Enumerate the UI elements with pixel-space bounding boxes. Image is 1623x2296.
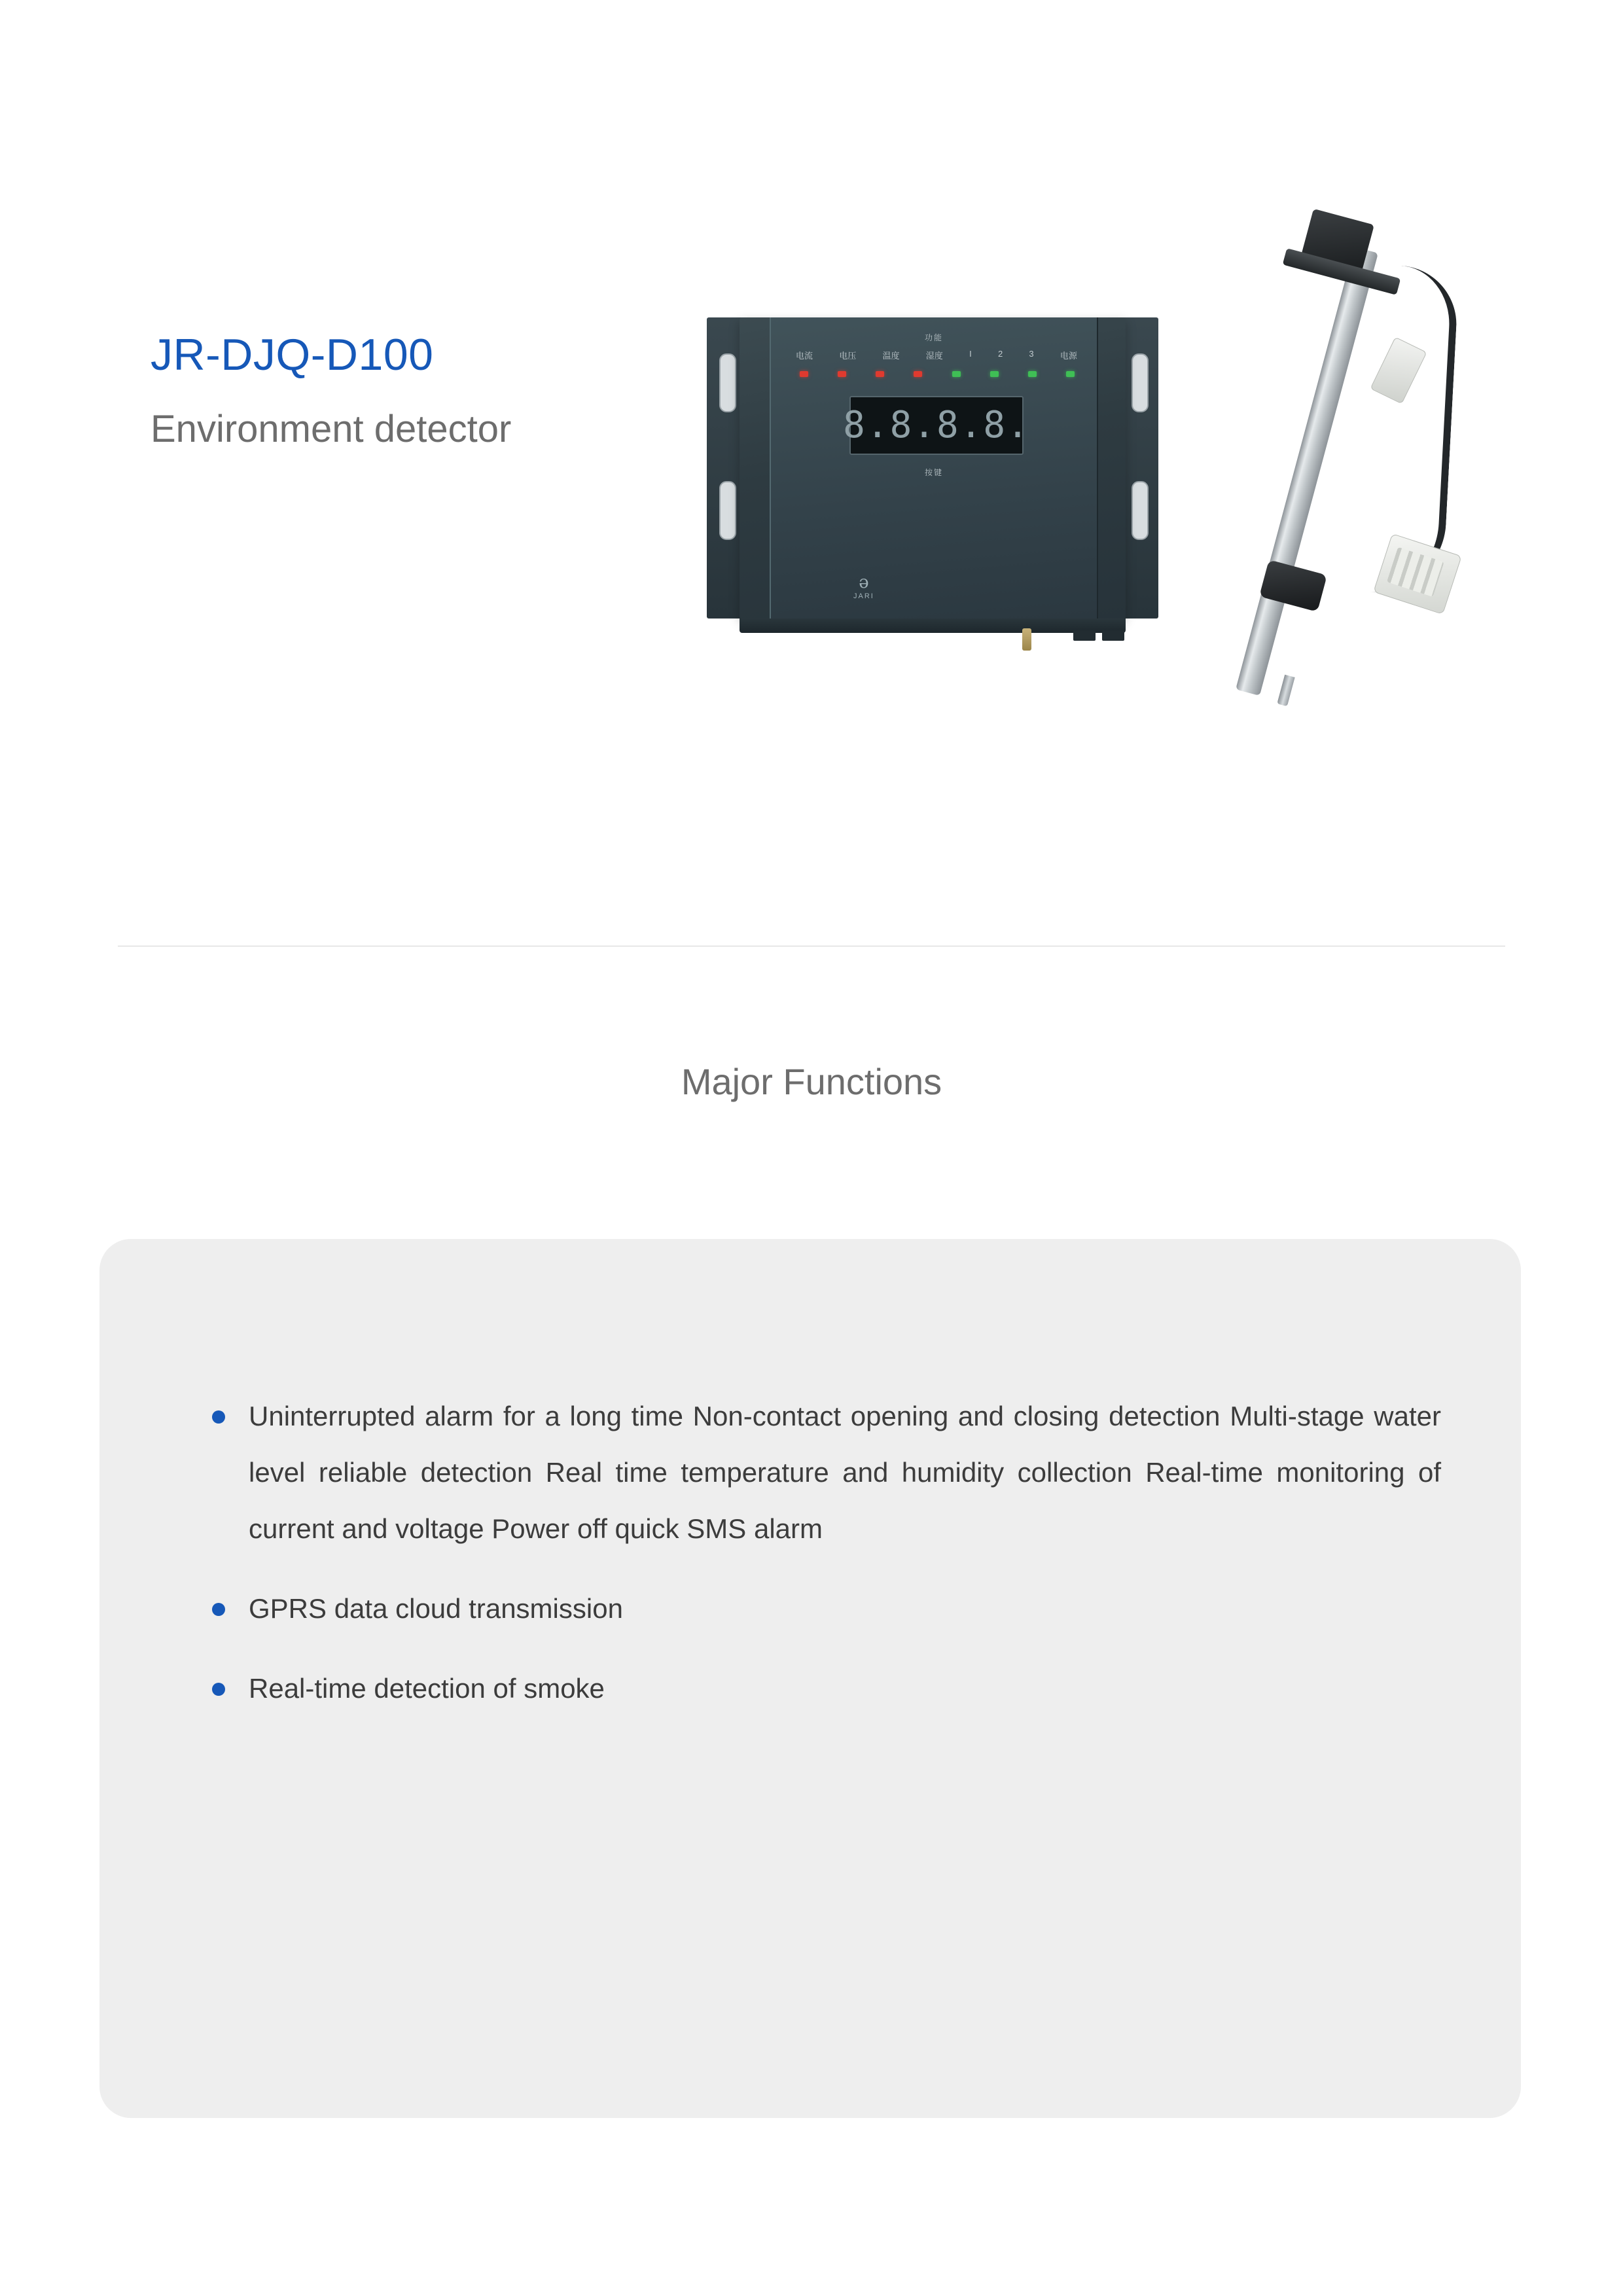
antenna-icon — [1022, 628, 1031, 651]
brand-mark-icon: ə — [859, 573, 869, 592]
indicator-label: 电流 — [796, 351, 813, 361]
list-item — [198, 1388, 1441, 1557]
led-indicator — [1028, 371, 1037, 377]
bullet-icon — [212, 1683, 225, 1696]
indicator-label: 3 — [1029, 349, 1034, 359]
list-item-text: Uninterrupted alarm for a long time Non‑contact opening and closing detection Multi‑stage water level reliable detection Real time temperature and humidity collection Real-time monitoring of current and voltage Power off quick SMS alarm — [249, 1401, 1441, 1545]
indicator-label: 电源 — [1060, 351, 1077, 361]
list-item — [198, 1660, 1441, 1717]
bullet-icon — [212, 1410, 225, 1424]
panel-top-label: 功能 — [924, 333, 943, 342]
indicator-label: 温度 — [882, 351, 900, 361]
bullet-icon — [212, 1603, 225, 1616]
seven-segment-display — [843, 396, 1030, 455]
led-indicator — [952, 371, 961, 377]
indicator-label-row — [796, 349, 1077, 361]
list-item-text: GPRS data cloud transmission — [249, 1593, 623, 1624]
product-image-controller — [707, 301, 1191, 668]
probe-tip — [1277, 675, 1294, 707]
list-item — [198, 1581, 1441, 1637]
display-value: 8.8.8.8. — [843, 404, 1030, 446]
major-functions-panel — [99, 1239, 1521, 2118]
led-indicator — [1066, 371, 1075, 377]
product-code: JR-DJQ-D100 — [151, 330, 434, 380]
indicator-label: I — [969, 349, 972, 359]
feature-list — [198, 1388, 1441, 1717]
indicator-label: 2 — [997, 349, 1003, 359]
connector-port — [1102, 630, 1124, 641]
mounting-slot — [1132, 353, 1149, 412]
led-indicator — [838, 371, 846, 377]
device-body — [740, 317, 1126, 619]
brand-logo — [853, 574, 874, 600]
title-block — [151, 331, 674, 450]
led-indicator — [990, 371, 999, 377]
led-indicator — [876, 371, 884, 377]
led-indicator — [914, 371, 922, 377]
led-indicator — [800, 371, 808, 377]
device-base — [740, 619, 1126, 633]
mounting-slot — [719, 481, 736, 540]
connector-port — [1073, 630, 1096, 641]
led-indicator-row — [800, 371, 1075, 377]
mounting-slot — [1132, 481, 1149, 540]
indicator-label: 湿度 — [925, 351, 943, 361]
button-label: 按键 — [924, 468, 943, 477]
hero-section — [0, 0, 1623, 916]
mounting-slot — [719, 353, 736, 412]
brand-text: JARI — [853, 592, 874, 600]
device-front-panel — [770, 317, 1098, 619]
indicator-label: 电压 — [839, 351, 857, 361]
product-image-level-sensor — [1185, 203, 1525, 746]
list-item-text: Real-time detection of smoke — [249, 1673, 605, 1704]
section-title: Major Functions — [681, 1061, 942, 1102]
product-name: Environment detector — [151, 407, 512, 450]
